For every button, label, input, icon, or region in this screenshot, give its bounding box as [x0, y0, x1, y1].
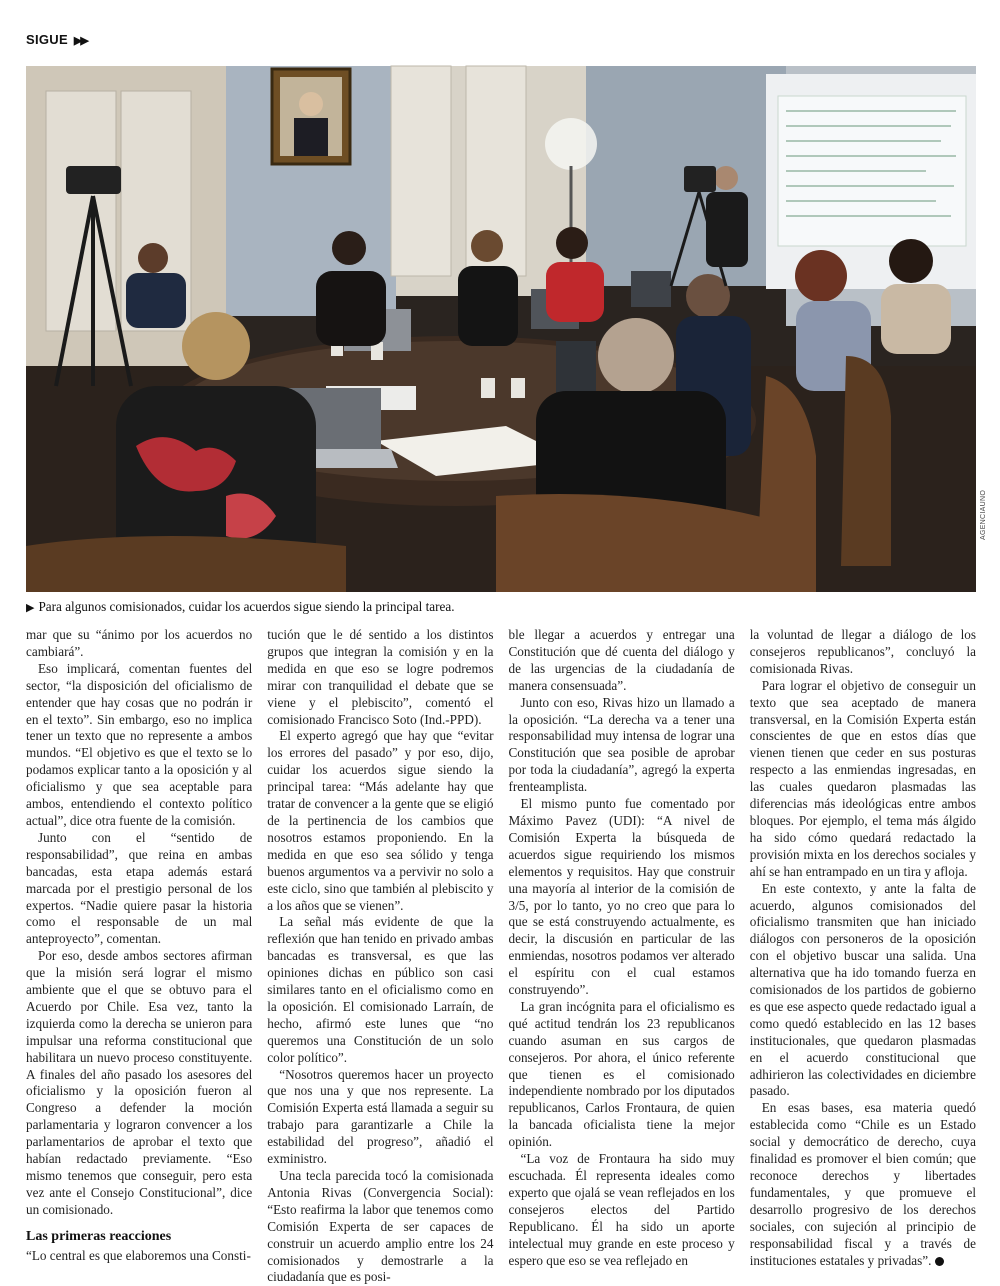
- paragraph: En este contexto, y ante la falta de acuerdo, algunos comisionados del oficialismo transmiten que han iniciado diálogos con personeros de la oposición con el objetivo buscar una salida. Una alternativa que ha ido tomando fuerza en comisionados de los partidos de gobierno es que ese aspecto quede redactado igual a como quedó establecido en las 12 bases institucionales, que quedaron plasmadas en el acuerdo constitucional que adhirieron las colectividades en diciembre pasado.: [749, 880, 976, 1099]
- paragraph: Junto con el “sentido de responsabilidad”, que reina en ambas bancadas, esta etapa además estará marcada por el prestigio personal de los expertos. “Nadie quiere pasar la historia como el responsable de un mal anteproyecto”, comentan.: [26, 829, 253, 947]
- article-column-3: [509, 627, 735, 1286]
- paragraph-final: [750, 1100, 976, 1269]
- caption-text: Para algunos comisionados, cuidar los acuerdos sigue siendo la principal tarea.: [38, 599, 455, 614]
- caption-triangle-icon: ▶: [26, 602, 35, 614]
- paragraph: Por eso, desde ambos sectores afirman que la misión será lograr el mismo ambiente que el que se obtuvo para el Acuerdo por Chile. Esa vez, tanto la izquierda como la derecha se unieron para impulsar una reforma constitucional que habilitara un nuevo proceso constituyente. A finales del año pasado los asesores del oficialismo y la oposición fueron al Congreso a defender la moción parlamentaria y lograron convencer a los parlamentarios de aprobar el texto que habían redactado previamente. “Eso mismo tenemos que conseguir, pero esta vez ante el Consejo Constitucional”, dice un comisionado.: [26, 948, 253, 1217]
- paragraph: “Lo central es que elaboremos una Consti-: [26, 1247, 251, 1263]
- double-arrow-icon: ▶▶: [73, 35, 87, 47]
- article-column-4: [750, 627, 976, 1286]
- paragraph: Una tecla parecida tocó la comisionada Antonia Rivas (Convergencia Social): “Esto reafirma la labor que tenemos como Comisión Experta de ser capaces de construir un acuerdo amplio entre los 24 comisionados y demostrarle a la ciudadanía que es posi-: [267, 1168, 494, 1285]
- meeting-photo: [26, 66, 976, 592]
- paragraph: La señal más evidente de que la reflexión que han tenido en privado ambas bancadas es transversal, es que las opiniones dichas en público son casi similares tanto en el oficialismo como en la oposición. El comisionado Larraín, de hecho, afirmó este lunes que “no queremos una Constitución de un solo color político”.: [267, 914, 494, 1065]
- paragraph: mar que su “ánimo por los acuerdos no cambiará”.: [26, 627, 253, 659]
- continues-text: SIGUE: [26, 32, 68, 47]
- photo-caption: [26, 599, 966, 615]
- article-body: [26, 627, 976, 1285]
- paragraph: “La voz de Frontaura ha sido muy escuchada. Él representa ideales como experto que ojalá se vean reflejados en los consejeros electos del Partido Republicano. Él ha sido un aporte intelectual muy grande en este proceso y espero que eso se vea reflejado en: [508, 1151, 735, 1268]
- paragraph: El mismo punto fue comentado por Máximo Pavez (UDI): “A nivel de Comisión Experta la búsqueda de acuerdos sigue requiriendo los mismos elementos y requisitos. Hay que construir una mayoría al interior de la comisión de 3/5, por lo tanto, yo no creo que para lo que se está construyendo actualmente, es decir, la discusión en particular de las enmiendas, nosotros podamos ver alterado el espíritu con el cual estamos construyendo”.: [508, 796, 735, 998]
- paragraph: “Nosotros queremos hacer un proyecto que nos una y que nos represente. La Comisión Experta está llamada a seguir su trabajo para garantizarle a Chile la estabilidad del progreso”, añadió el exministro.: [267, 1066, 494, 1167]
- paragraph: Para lograr el objetivo de conseguir un texto que sea aceptado de manera transversal, en la Comisión Experta están conscientes de que en estos días que vienen tienen que ceder en sus posturas respecto a las enmiendas ingresadas, en las cuales quedaron plasmadas las diferencias más ideológicas entre ambos bloques. Por ejemplo, el tema más álgido ha sido cómo quedará redactado la provisión mixta en los derechos sociales y ahí se han entrampado en un tira y afloja.: [749, 677, 976, 879]
- paragraph: La gran incógnita para el oficialismo es qué actitud tendrán los 23 republicanos cuando asuman en sus cargos de consejeros. Por ahora, el único referente que tienen es el comisionado independiente nombrado por los diputados republicanos, Carlos Frontaura, de quien la bancada oficialista tiene la mejor opinión.: [508, 998, 735, 1150]
- paragraph: Junto con eso, Rivas hizo un llamado a la oposición. “La derecha va a tener una responsabilidad muy intensa de lograr una Constitución que sea posible de aprobar por toda la ciudadanía”, agregó la experta frenteamplista.: [508, 694, 735, 795]
- paragraph: Eso implicará, comentan fuentes del sector, “la disposición del oficialismo de entender que hay cosas que no podrán ir en el texto”. Sin embargo, eso no implica tener un texto que no represente a ambos mundos. “El objetivo es que el texto se lo podamos explicar tanto a la oposición y al oficialismo y que sea aceptable para ambos, entendiendo el contexto político actual”, dice otra fuente de la comisión.: [26, 660, 253, 828]
- photo-credit: AGENCIAUNO: [980, 489, 987, 540]
- paragraph-text: En esas bases, esa materia quedó establecida como “Chile es un Estado social y democrático de derecho, cuya finalidad es promover el bien común; que reconoce derechos y libertades fundamentales, y que promueve el desarrollo progresivo de los derechos sociales, con sujeción al principio de responsabilidad fiscal y a través de instituciones estatales y privadas”.: [749, 1100, 976, 1268]
- paragraph: ble llegar a acuerdos y entregar una Constitución que dé cuenta del diálogo y de las urgencias de la ciudadanía de manera consensuada”.: [508, 627, 735, 693]
- paragraph: El experto agregó que hay que “evitar los errores del pasado” y por eso, dijo, cuidar los acuerdos sigue siendo la principal tarea: “Más adelante hay que tratar de convencer a la gente que se eligió de la pertinencia de los cambios que nosotros estamos proponiendo. En la medida en que eso sea sólido y tenga buenos argumentos va a pervivir no solo a este ciclo, sino que también al plebiscito y a los años que se vienen”.: [267, 728, 494, 913]
- article-column-2: [267, 627, 493, 1286]
- continues-label: [26, 32, 87, 47]
- paragraph: la voluntad de llegar a diálogo de los consejeros republicanos”, concluyó la comisionada Rivas.: [749, 627, 976, 676]
- paragraph: tución que le dé sentido a los distintos grupos que integran la comisión y en la medida en que eso se logre podremos mirar con tranquilidad el debate que se viene y el plebiscito”, comentó el comisionado Francisco Soto (Ind.-PPD).: [267, 627, 494, 727]
- meeting-photo-illustration: [26, 66, 976, 592]
- end-mark-icon: [935, 1257, 944, 1266]
- subheading: Las primeras reacciones: [26, 1228, 172, 1244]
- article-column-1: [26, 627, 252, 1286]
